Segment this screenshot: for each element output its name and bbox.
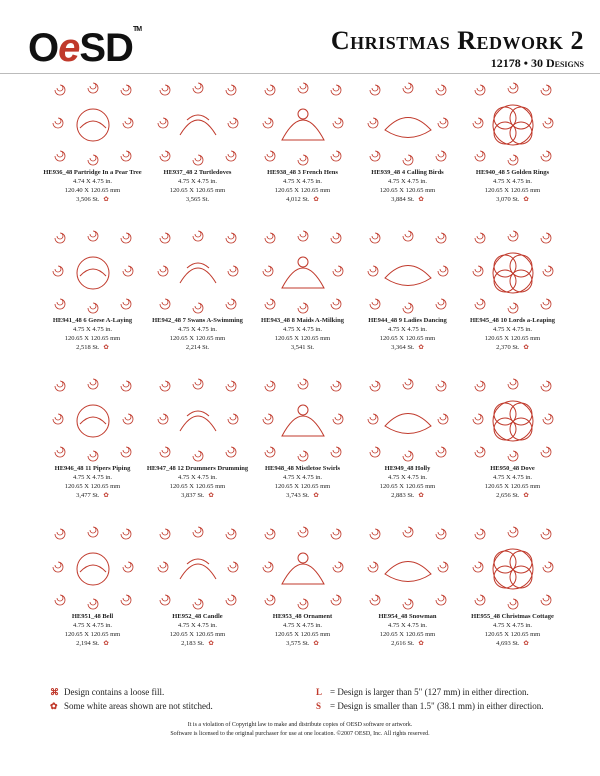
design-code: HE953_48 — [272, 613, 302, 620]
design-size-mm: 120.65 X 120.65 mm — [64, 335, 121, 342]
design-stitch-line — [250, 639, 355, 648]
design-code: HE940_48 — [475, 169, 505, 176]
large-symbol: L — [316, 687, 323, 697]
design-title-line — [355, 168, 460, 177]
holly-design — [365, 376, 451, 462]
design-stitch-line — [355, 639, 460, 648]
mistletoe-design — [260, 376, 346, 462]
small-text: = Design is smaller than 1.5" (38.1 mm) in either direction. — [330, 701, 544, 711]
design-size-mm: 120.65 X 120.65 mm — [379, 335, 436, 342]
design-name: 3 French Hens — [297, 169, 338, 176]
partridge-design — [50, 80, 136, 166]
design-stitch-line — [145, 343, 250, 352]
design-stitches: 4,012 St. — [286, 196, 310, 203]
design-stitch-line — [460, 195, 565, 204]
design-size-mm: 120.65 X 120.65 mm — [484, 631, 541, 638]
design-stitches: 3,884 St. — [391, 196, 415, 203]
design-size-in: 4.75 X 4.75 in. — [388, 178, 427, 185]
design-size-mm: 120.65 X 120.65 mm — [379, 483, 436, 490]
bell-design — [50, 524, 136, 610]
design-size-in: 4.75 X 4.75 in. — [73, 622, 112, 629]
design-code: HE943_48 — [261, 317, 290, 324]
design-stitch-line — [40, 195, 145, 204]
design-card — [355, 524, 460, 672]
white-areas-flag-icon: ✿ — [313, 492, 319, 499]
design-stitches: 2,214 St. — [185, 344, 210, 351]
design-stitch-line — [250, 343, 355, 352]
oesd-logo — [28, 26, 141, 71]
calling-birds-design — [365, 80, 451, 166]
design-size-mm: 120.65 X 120.65 mm — [484, 483, 541, 490]
white-areas-flag-icon: ✿ — [418, 196, 424, 203]
legal-line-1: It is a violation of Copyright law to make and distribute copies of OESD software or artwork. — [187, 722, 413, 728]
design-size-mm: 120.65 X 120.65 mm — [64, 483, 121, 490]
design-stitches: 2,656 St. — [496, 492, 520, 499]
design-code: HE952_48 — [172, 613, 202, 620]
design-code: HE941_48 — [52, 317, 82, 324]
design-title-line — [145, 464, 250, 473]
design-name: 10 Lords a-Leaping — [500, 317, 556, 324]
design-card — [460, 80, 565, 228]
design-info — [250, 464, 355, 500]
golden-rings-design — [470, 80, 556, 166]
logo-tm: TM — [132, 26, 142, 33]
design-stitches: 3,541 St. — [290, 344, 315, 351]
design-size-in: 4.75 X 4.75 in. — [388, 622, 427, 629]
design-stitches: 3,743 St. — [286, 492, 310, 499]
design-size-mm: 120.65 X 120.65 mm — [274, 335, 331, 342]
design-title-line — [355, 612, 460, 621]
design-stitch-line — [355, 343, 460, 352]
design-size-in: 4.75 X 4.75 in. — [283, 178, 322, 185]
design-card — [250, 376, 355, 524]
white-areas-symbol: ✿ — [50, 701, 58, 711]
design-card — [355, 80, 460, 228]
design-stitches: 3,477 St. — [76, 492, 100, 499]
design-stitches: 3,575 St. — [286, 640, 310, 647]
page-title: Christmas Redwork 2 — [330, 26, 584, 55]
design-card — [250, 524, 355, 672]
white-areas-flag-icon: ✿ — [103, 640, 109, 647]
white-areas-flag-icon: ✿ — [103, 344, 109, 351]
design-name: 5 Golden Rings — [506, 169, 550, 176]
design-name: 4 Calling Birds — [401, 169, 444, 176]
white-areas-flag-icon: ✿ — [313, 196, 319, 203]
design-size-mm: 120.65 X 120.65 mm — [484, 335, 541, 342]
design-stitch-line — [40, 491, 145, 500]
snowman-design — [365, 524, 451, 610]
design-stitches: 3,506 St. — [76, 196, 100, 203]
design-title-line — [250, 168, 355, 177]
design-name: Snowman — [409, 613, 437, 620]
design-size-in: 4.75 X 4.75 in. — [493, 178, 532, 185]
design-stitch-line — [145, 195, 250, 204]
design-size-mm: 120.65 X 120.65 mm — [169, 631, 226, 638]
design-size-mm: 120.40 X 120.65 mm — [64, 187, 121, 194]
design-title-line — [250, 612, 355, 621]
design-stitch-line — [145, 491, 250, 500]
maids-design — [260, 228, 346, 314]
design-stitch-line — [40, 639, 145, 648]
french-hens-design — [260, 80, 346, 166]
design-name: Christmas Cottage — [501, 613, 554, 620]
logo-e: e — [58, 26, 80, 70]
page-subtitle: 12178 • 30 Designs — [490, 56, 584, 70]
design-title-line — [460, 464, 565, 473]
pipers-design — [50, 376, 136, 462]
legal-line-2: Software is licensed to the original purchaser for use at one location. ©2007 OESD, Inc. All rights reserved. — [170, 731, 430, 737]
design-stitch-line — [40, 343, 145, 352]
design-info — [145, 612, 250, 648]
design-name: Candle — [202, 613, 223, 620]
design-name: 7 Swans A-Swimming — [182, 317, 243, 324]
design-title-line — [460, 168, 565, 177]
design-size-in: 4.74 X 4.75 in. — [73, 178, 112, 185]
white-areas-flag-icon: ✿ — [523, 196, 529, 203]
design-info — [460, 612, 565, 648]
design-code: HE945_48 — [469, 317, 499, 324]
design-info — [40, 464, 145, 500]
white-areas-flag-icon: ✿ — [208, 640, 214, 647]
design-title-line — [355, 464, 460, 473]
design-stitches: 4,693 St. — [496, 640, 520, 647]
design-code: HE951_48 — [71, 613, 101, 620]
design-size-in: 4.75 X 4.75 in. — [283, 474, 322, 481]
design-card — [250, 80, 355, 228]
design-size-in: 4.75 X 4.75 in. — [388, 326, 427, 333]
design-stitch-line — [460, 491, 565, 500]
white-areas-flag-icon: ✿ — [418, 344, 424, 351]
design-code: HE948_48 — [264, 465, 294, 472]
design-info — [145, 316, 250, 352]
design-name: 11 Pipers Piping — [85, 465, 131, 472]
design-info — [145, 168, 250, 204]
white-areas-flag-icon: ✿ — [523, 344, 529, 351]
design-size-in: 4.75 X 4.75 in. — [178, 178, 217, 185]
design-name: Mistletoe Swirls — [295, 465, 341, 472]
design-code: HE937_48 — [163, 169, 193, 176]
cottage-design — [470, 524, 556, 610]
design-name: Dove — [520, 465, 535, 472]
design-size-in: 4.75 X 4.75 in. — [493, 622, 532, 629]
design-card — [460, 228, 565, 376]
lords-design — [470, 228, 556, 314]
design-info — [40, 316, 145, 352]
design-size-in: 4.75 X 4.75 in. — [73, 326, 112, 333]
design-name: Partridge In a Pear Tree — [73, 169, 142, 176]
design-name: Holly — [415, 465, 431, 472]
design-size-mm: 120.65 X 120.65 mm — [169, 483, 226, 490]
design-title-line — [460, 612, 565, 621]
design-name: 12 Drummers Drumming — [177, 465, 249, 472]
design-code: HE944_48 — [368, 317, 398, 324]
design-info — [460, 316, 565, 352]
design-title-line — [460, 316, 565, 325]
design-info — [355, 612, 460, 648]
design-card — [40, 376, 145, 524]
design-name: 9 Ladies Dancing — [398, 317, 447, 324]
design-size-mm: 120.65 X 120.65 mm — [484, 187, 541, 194]
design-size-mm: 120.65 X 120.65 mm — [274, 187, 331, 194]
white-areas-flag-icon: ✿ — [103, 196, 109, 203]
design-stitches: 3,070 St. — [496, 196, 520, 203]
design-info — [250, 612, 355, 648]
turtledoves-design — [155, 80, 241, 166]
design-title-line — [40, 612, 145, 621]
page-header — [28, 22, 584, 70]
white-areas-flag-icon: ✿ — [418, 492, 424, 499]
logo-prefix: O — [28, 26, 59, 70]
design-name: 6 Geese A-Laying — [83, 317, 133, 324]
design-grid — [40, 80, 565, 672]
design-card — [145, 80, 250, 228]
design-size-mm: 120.65 X 120.65 mm — [274, 631, 331, 638]
ladies-design — [365, 228, 451, 314]
header-divider — [0, 73, 600, 74]
design-stitches: 3,565 St. — [185, 196, 210, 203]
design-title-line — [40, 168, 145, 177]
design-card — [145, 524, 250, 672]
design-card — [355, 228, 460, 376]
loose-fill-symbol: ⌘ — [50, 687, 59, 697]
design-info — [40, 612, 145, 648]
design-code: HE950_48 — [490, 465, 520, 472]
design-stitch-line — [355, 195, 460, 204]
design-card — [40, 228, 145, 376]
design-stitches: 2,183 St. — [181, 640, 205, 647]
design-size-in: 4.75 X 4.75 in. — [73, 474, 112, 481]
candle-design — [155, 524, 241, 610]
design-title-line — [40, 464, 145, 473]
design-code: HE938_48 — [267, 169, 296, 176]
design-size-mm: 120.65 X 120.65 mm — [169, 187, 226, 194]
design-card — [460, 376, 565, 524]
design-stitches: 3,364 St. — [391, 344, 415, 351]
ornament-design — [260, 524, 346, 610]
design-stitch-line — [250, 491, 355, 500]
small-symbol: S — [316, 701, 322, 711]
design-info — [355, 168, 460, 204]
design-code: HE942_48 — [152, 317, 181, 324]
design-size-in: 4.75 X 4.75 in. — [283, 622, 322, 629]
logo-suffix: SD — [79, 26, 133, 70]
design-code: HE954_48 — [378, 613, 408, 620]
design-name: 2 Turtledoves — [194, 169, 232, 176]
design-size-mm: 120.65 X 120.65 mm — [379, 187, 436, 194]
legal-notice — [0, 721, 600, 739]
design-stitch-line — [460, 639, 565, 648]
swans-design — [155, 228, 241, 314]
design-stitches: 2,370 St. — [496, 344, 520, 351]
design-size-in: 4.75 X 4.75 in. — [493, 326, 532, 333]
design-card — [460, 524, 565, 672]
design-code: HE936_48 — [43, 169, 73, 176]
design-title-line — [250, 316, 355, 325]
white-areas-flag-icon: ✿ — [103, 492, 109, 499]
design-stitch-line — [460, 343, 565, 352]
design-size-in: 4.75 X 4.75 in. — [388, 474, 427, 481]
white-areas-text: Some white areas shown are not stitched. — [64, 701, 213, 711]
design-title-line — [145, 316, 250, 325]
design-size-mm: 120.65 X 120.65 mm — [379, 631, 436, 638]
design-title-line — [40, 316, 145, 325]
dove-design — [470, 376, 556, 462]
design-size-in: 4.75 X 4.75 in. — [493, 474, 532, 481]
design-info — [460, 464, 565, 500]
design-card — [250, 228, 355, 376]
design-card — [40, 524, 145, 672]
white-areas-flag-icon: ✿ — [418, 640, 424, 647]
legend-left — [50, 685, 213, 713]
design-stitches: 2,518 St. — [76, 344, 100, 351]
design-size-mm: 120.65 X 120.65 mm — [64, 631, 121, 638]
design-size-in: 4.75 X 4.75 in. — [178, 326, 217, 333]
design-info — [145, 464, 250, 500]
design-stitches: 2,616 St. — [391, 640, 415, 647]
white-areas-flag-icon: ✿ — [313, 640, 319, 647]
design-size-mm: 120.65 X 120.65 mm — [169, 335, 226, 342]
design-stitches: 3,837 St. — [181, 492, 205, 499]
design-size-in: 4.75 X 4.75 in. — [178, 622, 217, 629]
legend-right — [316, 685, 543, 713]
design-info — [250, 316, 355, 352]
design-title-line — [145, 168, 250, 177]
design-code: HE946_48 — [54, 465, 84, 472]
design-name: Bell — [102, 613, 114, 620]
white-areas-flag-icon: ✿ — [523, 640, 529, 647]
white-areas-flag-icon: ✿ — [208, 492, 214, 499]
design-info — [355, 464, 460, 500]
design-code: HE949_48 — [384, 465, 414, 472]
design-stitch-line — [145, 639, 250, 648]
design-title-line — [145, 612, 250, 621]
design-card — [40, 80, 145, 228]
design-code: HE939_48 — [371, 169, 401, 176]
design-info — [355, 316, 460, 352]
design-stitch-line — [355, 491, 460, 500]
design-size-in: 4.75 X 4.75 in. — [283, 326, 322, 333]
large-text: = Design is larger than 5" (127 mm) in either direction. — [330, 687, 529, 697]
design-card — [145, 228, 250, 376]
design-size-in: 4.75 X 4.75 in. — [178, 474, 217, 481]
design-code: HE955_48 — [471, 613, 501, 620]
design-stitch-line — [250, 195, 355, 204]
design-title-line — [250, 464, 355, 473]
design-name: 8 Maids A-Milking — [291, 317, 344, 324]
design-name: Ornament — [303, 613, 333, 620]
design-stitches: 2,883 St. — [391, 492, 415, 499]
loose-fill-text: Design contains a loose fill. — [64, 687, 165, 697]
design-card — [355, 376, 460, 524]
design-info — [40, 168, 145, 204]
geese-design — [50, 228, 136, 314]
design-code: HE947_48 — [146, 465, 176, 472]
design-title-line — [355, 316, 460, 325]
design-info — [460, 168, 565, 204]
design-stitches: 2,194 St. — [76, 640, 100, 647]
drummers-design — [155, 376, 241, 462]
white-areas-flag-icon: ✿ — [523, 492, 529, 499]
design-info — [250, 168, 355, 204]
design-card — [145, 376, 250, 524]
design-size-mm: 120.65 X 120.65 mm — [274, 483, 331, 490]
